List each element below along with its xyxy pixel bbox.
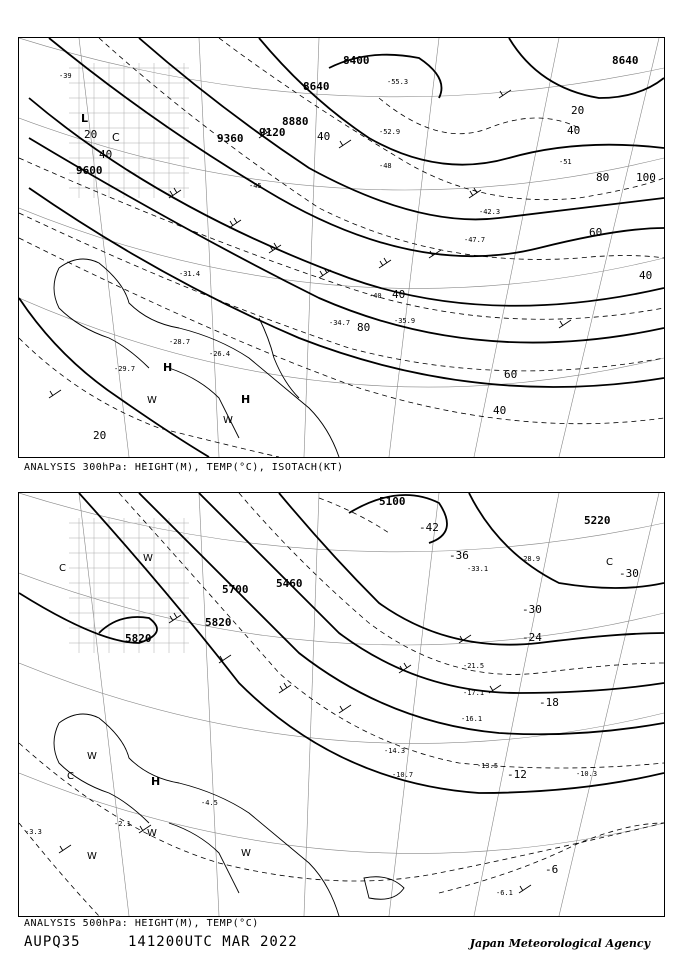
valid-time: 141200UTC MAR 2022 (128, 934, 298, 950)
temp-label: -21.5 (463, 662, 485, 670)
isotach-labels (84, 104, 656, 442)
temp-label: -35.9 (394, 317, 416, 325)
temp-label: -47.7 (464, 236, 486, 244)
map-300hpa-svg (19, 38, 664, 457)
cold-center-label: C (112, 131, 120, 144)
height-label: 5820 (205, 616, 232, 629)
warm-center-label: W (241, 848, 251, 859)
isotach-label: 60 (589, 226, 603, 239)
isotach-label: 80 (596, 171, 610, 184)
map-panel-300hpa (18, 37, 665, 458)
pressure-systems (59, 553, 613, 862)
isotherm-label: -18 (539, 696, 559, 709)
height-label: 9360 (217, 132, 244, 145)
height-contours (19, 38, 664, 457)
temp-label: -29.7 (114, 365, 136, 373)
temp-label: -52.9 (379, 128, 401, 136)
temp-label: -48 (379, 162, 392, 170)
isotach-label: 40 (567, 124, 581, 137)
isotach-label: 20 (84, 128, 98, 141)
isotach-label: 40 (493, 404, 507, 417)
isotach-label: 40 (317, 130, 331, 143)
chart-code: AUPQ35 (24, 934, 81, 950)
temp-label: -16.1 (461, 715, 483, 723)
isotach-label: 60 (504, 368, 518, 381)
isotherm-dashed (19, 493, 664, 916)
temp-label: -28.9 (519, 555, 541, 563)
isotach-label: 40 (639, 269, 653, 282)
temp-label: -10.3 (576, 770, 598, 778)
temp-label: -28.7 (169, 338, 191, 346)
height-label: 5220 (584, 514, 611, 527)
temp-label: -4.5 (201, 799, 218, 807)
temp-label: -45 (249, 182, 262, 190)
agency-name: Japan Meteorological Agency (469, 937, 650, 950)
height-label: 9120 (259, 126, 286, 139)
isotherm-label: -12 (507, 768, 527, 781)
wind-barbs (49, 90, 571, 398)
coastline (54, 714, 404, 916)
isotach-label: 40 (392, 288, 406, 301)
warm-center-label: W (87, 751, 97, 762)
temp-label: -55.3 (387, 78, 409, 86)
caption-300hpa: ANALYSIS 300hPa: HEIGHT(M), TEMP(°C), ISOTACH(KT) (24, 462, 344, 473)
height-label: 8400 (343, 54, 370, 67)
height-label: 5700 (222, 583, 249, 596)
high-center-label: H (151, 775, 161, 788)
height-label: 8640 (303, 80, 330, 93)
isotherm-dashed (19, 38, 664, 457)
temperature-labels (59, 72, 572, 373)
temp-label: -42.3 (479, 208, 501, 216)
temp-label: -10.7 (392, 771, 414, 779)
map-500hpa-svg (19, 493, 664, 916)
warm-center-label: W (223, 415, 233, 426)
graticule (19, 493, 664, 916)
low-center-label: L (81, 112, 89, 125)
graticule (19, 38, 664, 457)
temp-label: -34.7 (329, 319, 351, 327)
height-label: 5100 (379, 495, 406, 508)
temp-label: -51 (559, 158, 572, 166)
isotach-label: 80 (357, 321, 371, 334)
isotherm-label: -24 (522, 631, 542, 644)
caption-500hpa: ANALYSIS 500hPa: HEIGHT(M), TEMP(°C) (24, 918, 259, 929)
high-center-label: H (163, 361, 173, 374)
temp-label: -31.4 (179, 270, 201, 278)
isotherm-label: -6 (545, 863, 559, 876)
isotach-label: 20 (93, 429, 107, 442)
temp-label: -17.1 (463, 689, 485, 697)
warm-center-label: W (87, 851, 97, 862)
height-labels (76, 54, 639, 177)
height-label: 5460 (276, 577, 303, 590)
height-label: 8640 (612, 54, 639, 67)
cold-center-label: C (59, 563, 66, 574)
temp-label: -13.5 (477, 762, 499, 770)
warm-center-label: W (147, 395, 157, 406)
isotherm-label: -30 (522, 603, 542, 616)
warm-center-label: W (143, 553, 153, 564)
isotach-label: 20 (571, 104, 585, 117)
temp-label: -2.1 (114, 820, 131, 828)
temp-label: -33.1 (467, 565, 489, 573)
isotherm-label: -36 (449, 549, 469, 562)
height-label: 8880 (282, 115, 309, 128)
temp-label: -3.3 (25, 828, 42, 836)
temp-label: -40 (369, 292, 382, 300)
isotherm-label: -42 (419, 521, 439, 534)
high-center-label: H (241, 393, 251, 406)
isotherm-label: -30 (619, 567, 639, 580)
cold-center-label: C (606, 557, 613, 568)
temp-label: -26.4 (209, 350, 231, 358)
map-panel-500hpa (18, 492, 665, 917)
height-label: 5820 (125, 632, 152, 645)
cold-center-label: C (67, 771, 74, 782)
warm-center-label: W (147, 828, 157, 839)
isotherm-labels (419, 521, 639, 876)
isotach-label: 40 (99, 148, 113, 161)
isotach-label: 100 (636, 171, 656, 184)
temp-label: -14.3 (384, 747, 406, 755)
temp-label: -39 (59, 72, 72, 80)
height-label: 9600 (76, 164, 103, 177)
temp-label: -6.1 (496, 889, 513, 897)
